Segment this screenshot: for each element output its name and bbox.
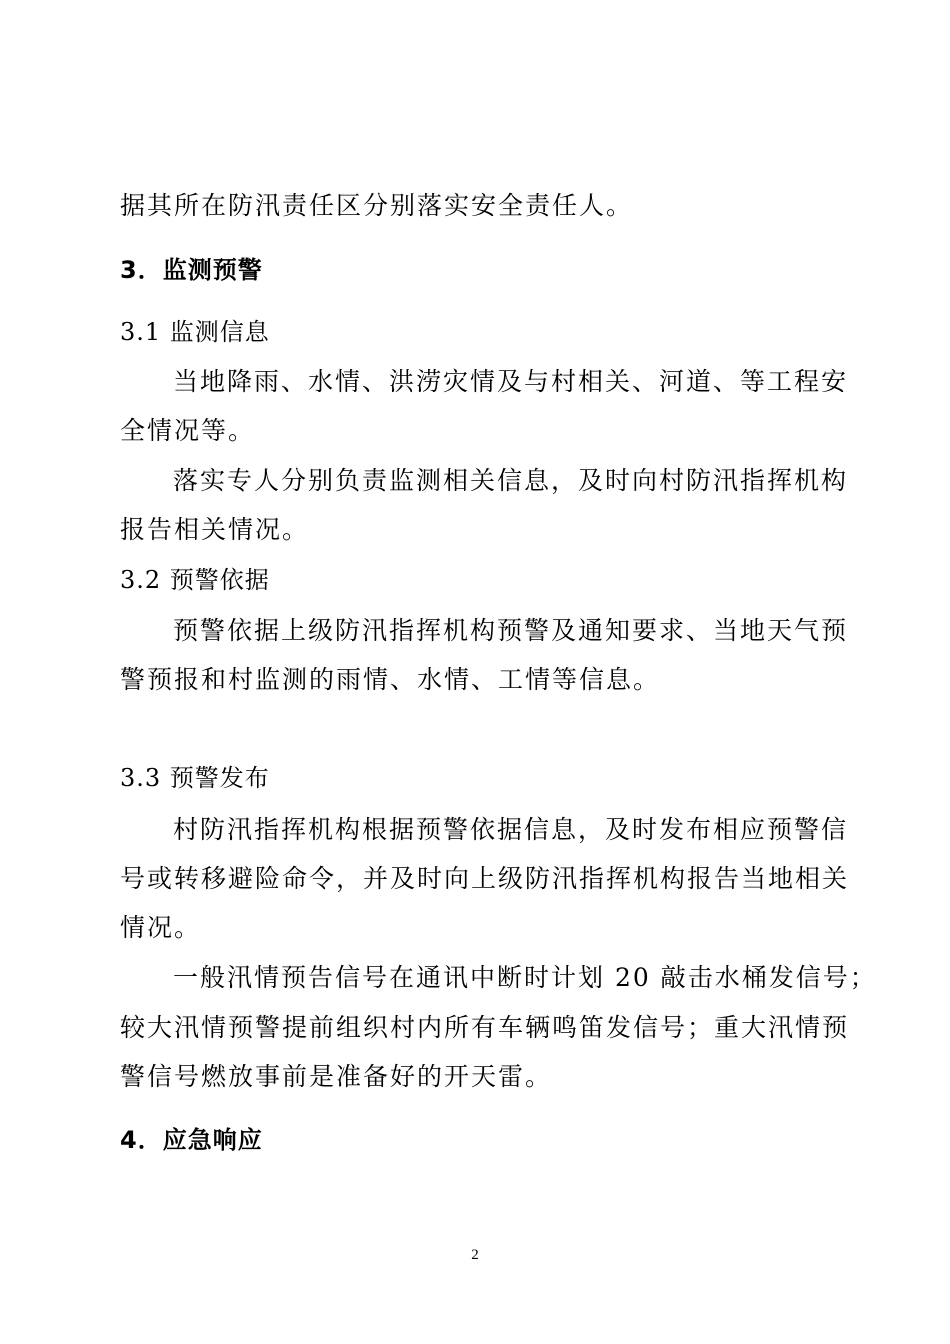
paragraph-line: 情况。: [120, 913, 202, 942]
paragraph-line: 号或转移避险命令，并及时向上级防汛指挥机构报告当地相关: [120, 864, 850, 893]
paragraph-line: 落实专人分别负责监测相关信息，及时向村防汛指挥机构: [173, 466, 849, 495]
paragraph-line: 预警依据上级防汛指挥机构预警及通知要求、当地天气预: [173, 616, 849, 645]
paragraph-line: 警信号燃放事前是准备好的开天雷。: [120, 1062, 553, 1091]
section-heading-4: 4．应急响应: [120, 1126, 263, 1154]
paragraph-line: 当地降雨、水情、洪涝灾情及与村相关、河道、等工程安: [173, 367, 849, 396]
paragraph-line: 全情况等。: [120, 416, 256, 445]
page-number: 2: [471, 1247, 479, 1263]
subsection-heading-3-2: 3.2 预警依据: [120, 566, 270, 594]
paragraph-line: 警预报和村监测的雨情、水情、工情等信息。: [120, 665, 661, 694]
paragraph-line: 报告相关情况。: [120, 515, 310, 544]
paragraph-line: 村防汛指挥机构根据预警依据信息，及时发布相应预警信: [173, 815, 849, 844]
paragraph-line: 一般汛情预告信号在通讯中断时计划 20 敲击水桶发信号；: [173, 963, 877, 992]
subsection-heading-3-3: 3.3 预警发布: [120, 764, 270, 792]
body-text-line: 据其所在防汛责任区分别落实安全责任人。: [120, 191, 634, 220]
paragraph-line: 较大汛情预警提前组织村内所有车辆鸣笛发信号；重大汛情预: [120, 1013, 850, 1042]
section-heading-3: 3．监测预警: [120, 256, 263, 284]
subsection-heading-3-1: 3.1 监测信息: [120, 318, 270, 346]
